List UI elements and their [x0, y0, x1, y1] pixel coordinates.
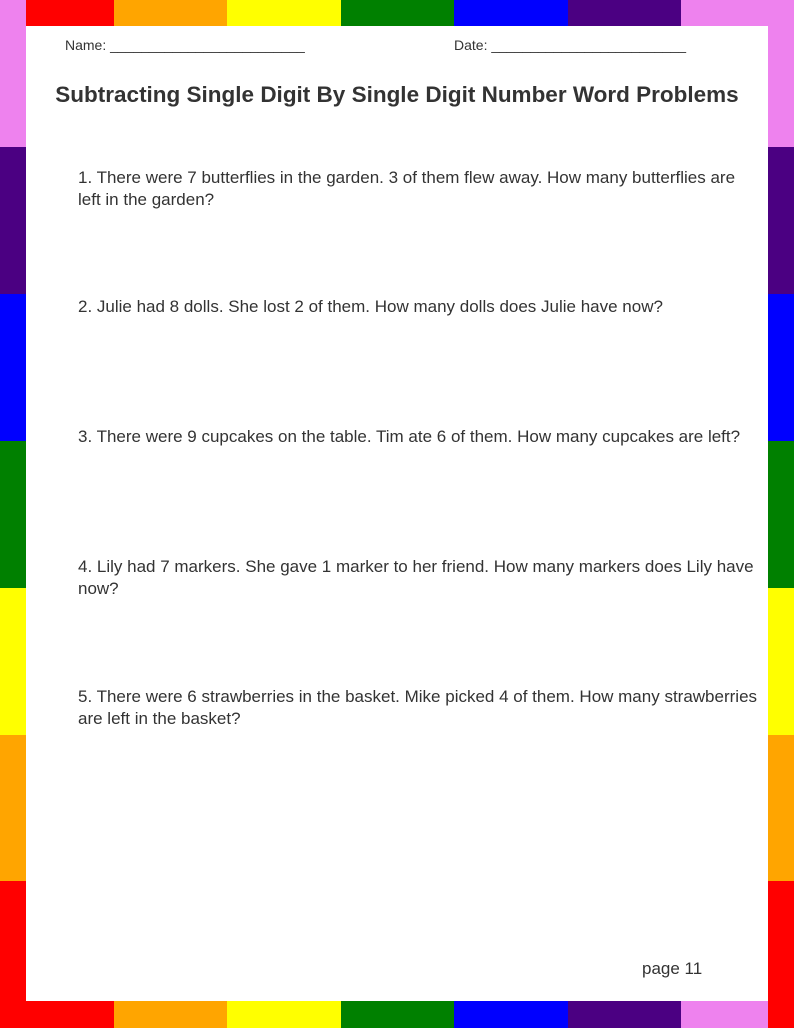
border-segment: [227, 0, 341, 26]
border-segment: [568, 1001, 681, 1028]
rainbow-border-left: [0, 0, 26, 1028]
border-segment: [768, 294, 794, 441]
border-segment: [0, 735, 26, 881]
word-problem-5: 5. There were 6 strawberries in the basket. Mike picked 4 of them. How many strawberries are left in the basket?: [78, 687, 758, 728]
border-segment: [227, 1001, 341, 1028]
page-number: page 11: [642, 959, 703, 978]
border-segment: [341, 0, 454, 26]
border-segment: [0, 147, 26, 294]
worksheet-sheet: [26, 26, 768, 1001]
border-segment: [768, 881, 794, 1028]
word-problem-4: 4. Lily had 7 markers. She gave 1 marker to her friend. How many markers does Lily have now?: [78, 557, 754, 598]
date-field: Date: _________________________: [454, 37, 687, 53]
border-segment: [0, 294, 26, 441]
name-field: Name: _________________________: [65, 37, 305, 53]
border-segment: [114, 1001, 227, 1028]
word-problem-2: 2. Julie had 8 dolls. She lost 2 of them. How many dolls does Julie have now?: [78, 297, 663, 316]
border-segment: [0, 588, 26, 735]
border-segment: [454, 1001, 568, 1028]
border-segment: [568, 0, 681, 26]
border-segment: [114, 0, 227, 26]
border-segment: [768, 147, 794, 294]
border-segment: [768, 588, 794, 735]
border-segment: [768, 735, 794, 881]
word-problem-3: 3. There were 9 cupcakes on the table. Tim ate 6 of them. How many cupcakes are left?: [78, 427, 741, 446]
border-segment: [454, 0, 568, 26]
border-segment: [768, 441, 794, 588]
page-title: Subtracting Single Digit By Single Digit Number Word Problems: [55, 82, 739, 107]
border-segment: [0, 0, 26, 147]
rainbow-border-top: [0, 0, 794, 26]
rainbow-border-right: [768, 0, 794, 1028]
border-segment: [0, 441, 26, 588]
border-segment: [0, 881, 26, 1028]
word-problem-1: 1. There were 7 butterflies in the garden. 3 of them flew away. How many butterflies are left in the garden?: [78, 168, 736, 209]
rainbow-border-bottom: [0, 1001, 794, 1028]
border-segment: [768, 0, 794, 147]
border-segment: [341, 1001, 454, 1028]
